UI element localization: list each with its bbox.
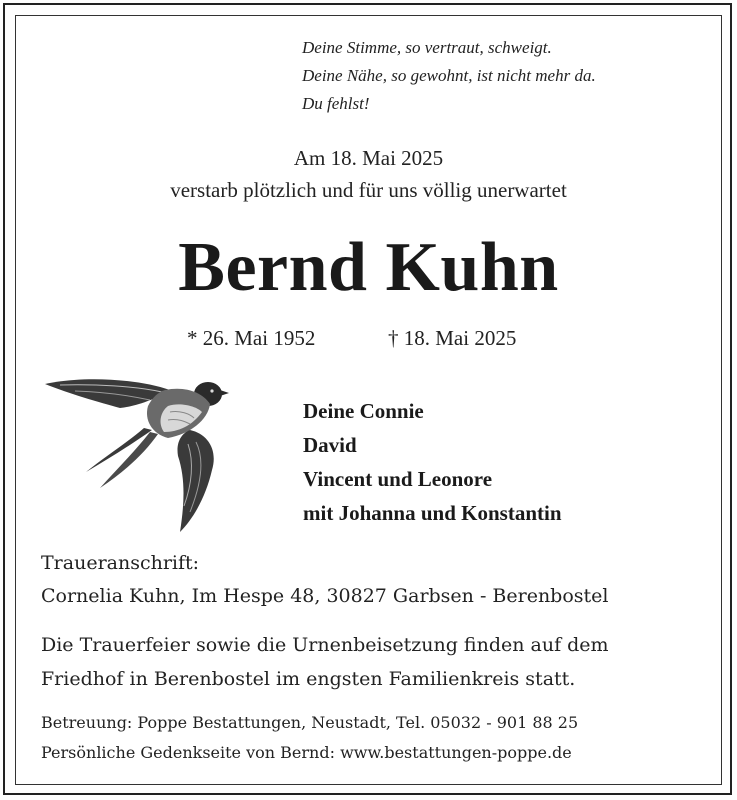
deceased-name: Bernd Kuhn — [178, 229, 559, 306]
mourning-address — [41, 547, 609, 613]
swallow-bird-icon — [40, 372, 230, 542]
memorial-page-info: Persönliche Gedenkseite von Bernd: www.bestattungen-poppe.de — [41, 743, 572, 762]
ceremony-notice — [41, 628, 609, 696]
death-date-line: Am 18. Mai 2025 — [293, 146, 444, 170]
address-value: Cornelia Kuhn, Im Hespe 48, 30827 Garbsen - Berenbostel — [41, 585, 609, 607]
mourner-line: Vincent und Leonore — [303, 467, 493, 491]
mourner-line: Deine Connie — [303, 399, 424, 423]
mourner-line: mit Johanna und Konstantin — [303, 501, 562, 525]
poem-line: Deine Nähe, so gewohnt, ist nicht mehr da. — [302, 66, 596, 85]
ceremony-line: Friedhof in Berenbostel im engsten Familienkreis statt. — [41, 668, 576, 690]
footer — [41, 708, 578, 768]
death-date: † 18. Mai 2025 — [388, 326, 517, 350]
mourner-line: David — [303, 433, 357, 457]
poem-line: Du fehlst! — [302, 94, 370, 113]
funeral-home-info: Betreuung: Poppe Bestattungen, Neustadt, Tel. 05032 - 901 88 25 — [41, 713, 579, 732]
mourners-list — [303, 394, 562, 530]
announcement-text: verstarb plötzlich und für uns völlig unerwartet — [170, 178, 567, 202]
birth-date: * 26. Mai 1952 — [187, 326, 316, 350]
address-label: Traueranschrift: — [41, 552, 200, 574]
poem — [302, 34, 596, 118]
ceremony-line: Die Trauerfeier sowie die Urnenbeisetzung finden auf dem — [41, 634, 609, 656]
poem-line: Deine Stimme, so vertraut, schweigt. — [302, 38, 552, 57]
